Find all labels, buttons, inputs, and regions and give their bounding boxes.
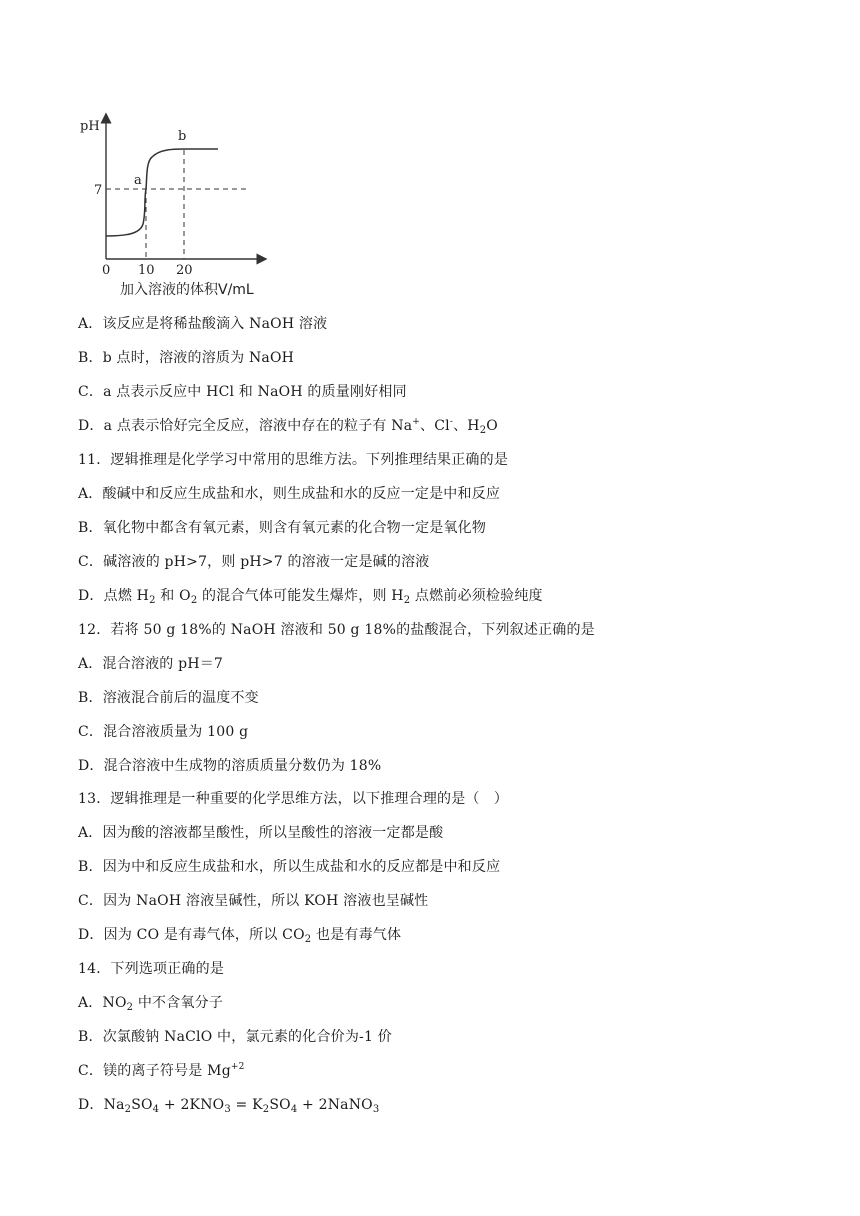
q12-option-c: C．混合溶液质量为 100 g [78, 724, 249, 740]
y-axis-label: pH [80, 119, 100, 134]
q10-option-b: B．b 点时，溶液的溶质为 NaOH [78, 350, 295, 366]
y-tick-7: 7 [94, 183, 103, 198]
q11-option-a: A．酸碱中和反应生成盐和水，则生成盐和水的反应一定是中和反应 [78, 486, 501, 502]
q13-option-c: C．因为 NaOH 溶液呈碱性，所以 KOH 溶液也呈碱性 [78, 893, 429, 909]
q14-option-c: C．镁的离子符号是 $Mg^{+2}$ [78, 1062, 245, 1079]
q13-option-a: A．因为酸的溶液都呈酸性，所以呈酸性的溶液一定都是酸 [78, 825, 444, 841]
ph-curve [106, 149, 218, 236]
q12-option-a: A．混合溶液的 pH＝7 [78, 656, 224, 672]
x-axis-caption: 加入溶液的体积V/mL [120, 282, 254, 298]
x-tick-20: 20 [176, 263, 193, 278]
q11-option-b: B．氧化物中都含有氧元素，则含有氧元素的化合物一定是氧化物 [78, 520, 487, 536]
q14-stem: 14．下列选项正确的是 [78, 961, 225, 977]
q11-option-d: D．点燃 $H_2$ 和 $O_2$ 的混合气体可能发生爆炸，则 $H_2$ 点燃前必须检验纯度 [78, 588, 543, 606]
q11-stem: 11．逻辑推理是化学学习中常用的思维方法。下列推理结果正确的是 [78, 452, 509, 468]
x-tick-10: 10 [138, 263, 155, 278]
q13-option-b: B．因为中和反应生成盐和水，所以生成盐和水的反应都是中和反应 [78, 859, 501, 875]
q10-option-a: A．该反应是将稀盐酸滴入 NaOH 溶液 [78, 316, 328, 332]
q12-option-b: B．溶液混合前后的温度不变 [78, 690, 259, 706]
q13-stem: 13．逻辑推理是一种重要的化学思维方法，以下推理合理的是（ ） [78, 791, 509, 807]
q14-option-b: B．次氯酸钠 NaClO 中，氯元素的化合价为-1 价 [78, 1029, 392, 1045]
ph-curve-svg [76, 112, 306, 302]
q14-option-d: D．$Na_2SO_4 + 2KNO_3 = K_2SO_4$ + 2NaNO$_3$ [78, 1097, 380, 1115]
q13-option-d: D．因为 CO 是有毒气体，所以 $CO_2$ 也是有毒气体 [78, 927, 402, 945]
x-tick-0: 0 [102, 263, 111, 278]
q12-stem: 12．若将 50 g 18%的 NaOH 溶液和 50 g 18%的盐酸混合，下列叙述正确的是 [78, 622, 595, 638]
q14-option-a: A．$NO_2$ 中不含氧分子 [78, 995, 224, 1013]
point-a-label: a [134, 173, 142, 188]
q10-option-c: C．a 点表示反应中 HCl 和 NaOH 的质量刚好相同 [78, 384, 407, 400]
titration-curve-figure [76, 112, 306, 302]
q11-option-c: C．碱溶液的 pH>7，则 pH>7 的溶液一定是碱的溶液 [78, 554, 430, 570]
q12-option-d: D．混合溶液中生成物的溶质质量分数仍为 18% [78, 758, 382, 774]
q10-option-d: D．a 点表示恰好完全反应，溶液中存在的粒子有 Na+、Cl-、$H_2O$ [78, 417, 498, 436]
point-b-label: b [178, 129, 187, 144]
